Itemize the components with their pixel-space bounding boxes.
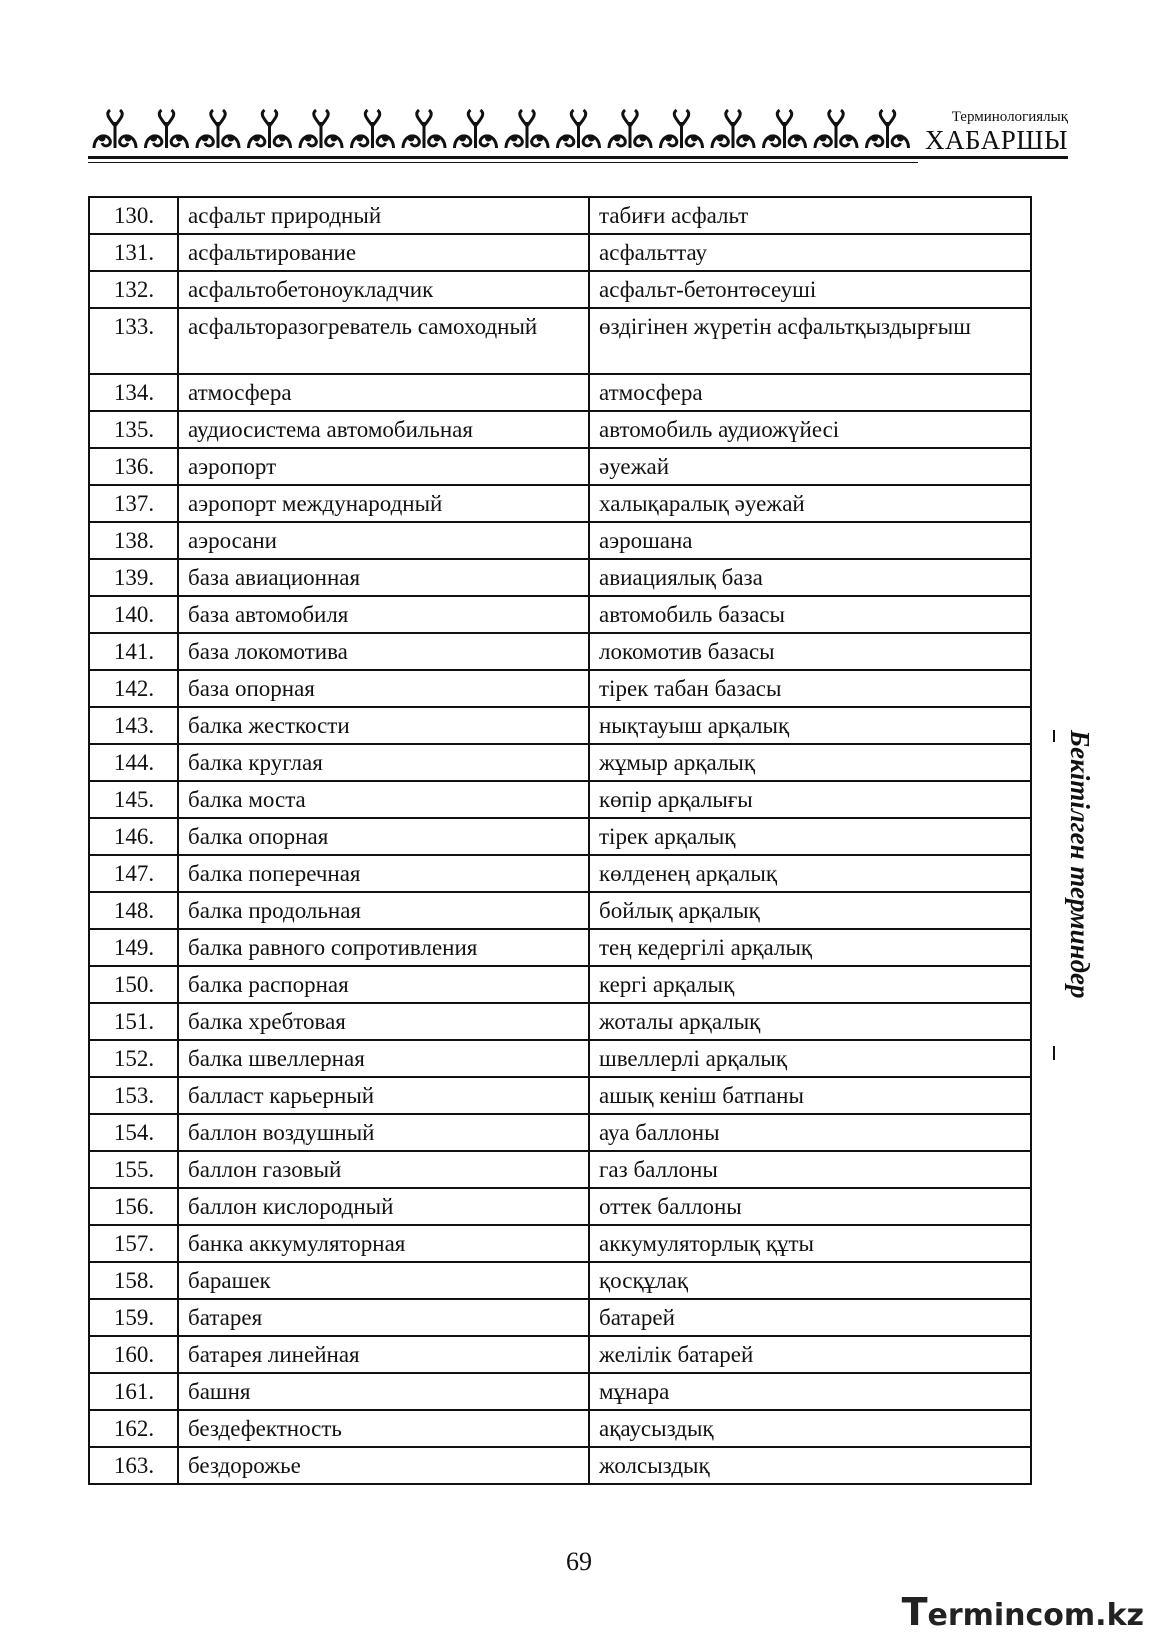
term-russian: балка жесткости [178,707,589,744]
term-russian: баллон кислородный [178,1188,589,1225]
table-row [89,559,1031,596]
term-russian: база локомотива [178,633,589,670]
term-number: 162. [89,1410,178,1447]
table-row [89,522,1031,559]
glossary-table [88,196,1032,1485]
term-kazakh: ақаусыздық [589,1410,1031,1447]
term-number: 130. [89,197,178,234]
journal-name: ХАБАРШЫ [925,125,1068,155]
term-kazakh: оттек баллоны [589,1188,1031,1225]
term-kazakh: тең кедергілі арқалық [589,929,1031,966]
table-row [89,485,1031,522]
table-row [89,1151,1031,1188]
term-russian: барашек [178,1262,589,1299]
table-row [89,855,1031,892]
ornament-motif [146,110,188,148]
term-russian: бездорожье [178,1447,589,1484]
term-number: 161. [89,1373,178,1410]
term-kazakh: авиациялық база [589,559,1031,596]
term-number: 149. [89,929,178,966]
term-number: 152. [89,1040,178,1077]
term-russian: балка швеллерная [178,1040,589,1077]
term-number: 142. [89,670,178,707]
term-russian: банка аккумуляторная [178,1225,589,1262]
ornament-motif [455,110,497,148]
term-number: 159. [89,1299,178,1336]
table-row [89,929,1031,966]
term-kazakh: нықтауыш арқалық [589,707,1031,744]
term-russian: аэропорт [178,448,589,485]
term-kazakh: желілік батарей [589,1336,1031,1373]
term-russian: балка хребтовая [178,1003,589,1040]
table-row [89,670,1031,707]
term-number: 144. [89,744,178,781]
term-kazakh: батарей [589,1299,1031,1336]
term-number: 140. [89,596,178,633]
term-russian: батарея [178,1299,589,1336]
term-kazakh: мұнара [589,1373,1031,1410]
term-number: 160. [89,1336,178,1373]
page-header [88,108,1068,168]
page-number: 69 [566,1547,592,1576]
table-row [89,1447,1031,1484]
table-row [89,707,1031,744]
term-number: 134. [89,374,178,411]
table-row [89,1336,1031,1373]
term-kazakh: ашық кеніш батпаны [589,1077,1031,1114]
table-row [89,818,1031,855]
table-row [89,1003,1031,1040]
term-number: 135. [89,411,178,448]
term-kazakh: бойлық арқалық [589,892,1031,929]
term-russian: балка продольная [178,892,589,929]
term-kazakh: жұмыр арқалық [589,744,1031,781]
term-kazakh: халықаралық әуежай [589,485,1031,522]
ornament-motif [661,110,703,148]
ornament-motif [94,110,136,148]
watermark-rest: ermincom.kz [927,1598,1144,1633]
term-kazakh: асфальт-бетонтөсеуші [589,271,1031,308]
table-row [89,1373,1031,1410]
ornament-motif [197,110,239,148]
term-kazakh: әуежай [589,448,1031,485]
term-kazakh: ауа баллоны [589,1114,1031,1151]
term-russian: атмосфера [178,374,589,411]
table-row [89,271,1031,308]
term-number: 154. [89,1114,178,1151]
term-kazakh: тірек табан базасы [589,670,1031,707]
term-number: 138. [89,522,178,559]
ornament-motif [867,110,909,148]
term-russian: база опорная [178,670,589,707]
table-row [89,633,1031,670]
term-number: 146. [89,818,178,855]
ornament-motif [352,110,394,148]
section-side-label [1035,730,1095,1060]
table-row [89,596,1031,633]
term-number: 133. [89,308,178,374]
term-russian: башня [178,1373,589,1410]
term-kazakh: автомобиль базасы [589,596,1031,633]
table-row [89,1299,1031,1336]
watermark-logo [902,1590,1144,1634]
term-russian: балка равного сопротивления [178,929,589,966]
ornament-motif [712,110,754,148]
term-russian: асфальтирование [178,234,589,271]
term-russian: балка моста [178,781,589,818]
table-row [89,1225,1031,1262]
watermark-first-letter: T [901,1590,928,1634]
term-russian: баллон газовый [178,1151,589,1188]
term-kazakh: жоталы арқалық [589,1003,1031,1040]
table-row [89,197,1031,234]
term-kazakh: швеллерлі арқалық [589,1040,1031,1077]
side-label-text: Бекітілген терминдер [1065,730,1095,999]
term-russian: балка опорная [178,818,589,855]
term-number: 132. [89,271,178,308]
ornament-motif [506,110,548,148]
term-number: 147. [89,855,178,892]
table-row [89,1188,1031,1225]
journal-title [925,110,1068,154]
table-row [89,966,1031,1003]
term-russian: аэропорт международный [178,485,589,522]
term-russian: асфальторазогреватель самоходный [178,308,589,374]
term-number: 145. [89,781,178,818]
term-number: 153. [89,1077,178,1114]
term-kazakh: көпір арқалығы [589,781,1031,818]
term-kazakh: өздігінен жүретін асфальтқыздырғыш [589,308,1031,374]
term-number: 136. [89,448,178,485]
term-number: 148. [89,892,178,929]
term-kazakh: көлденең арқалық [589,855,1031,892]
term-number: 163. [89,1447,178,1484]
ornament-motif [403,110,445,148]
term-kazakh: газ баллоны [589,1151,1031,1188]
table-row [89,411,1031,448]
ornament-motif [609,110,651,148]
table-row [89,1077,1031,1114]
term-number: 131. [89,234,178,271]
table-row [89,374,1031,411]
term-number: 137. [89,485,178,522]
term-number: 155. [89,1151,178,1188]
table-row [89,744,1031,781]
term-russian: балка распорная [178,966,589,1003]
term-kazakh: аккумуляторлық құты [589,1225,1031,1262]
ornament-motif [764,110,806,148]
term-russian: асфальтобетоноукладчик [178,271,589,308]
term-kazakh: жолсыздық [589,1447,1031,1484]
ornament-motif [300,110,342,148]
term-number: 143. [89,707,178,744]
table-row [89,1410,1031,1447]
table-row [89,781,1031,818]
term-russian: балка круглая [178,744,589,781]
side-label-rule-top [1053,730,1055,742]
term-russian: баллон воздушный [178,1114,589,1151]
table-row [89,1262,1031,1299]
term-russian: балка поперечная [178,855,589,892]
table-row [89,234,1031,271]
term-kazakh: тірек арқалық [589,818,1031,855]
term-russian: аудиосистема автомобильная [178,411,589,448]
ornament-motif [249,110,291,148]
term-russian: аэросани [178,522,589,559]
side-label-rule-bottom [1053,1046,1055,1060]
table-row [89,1040,1031,1077]
term-russian: база авиационная [178,559,589,596]
term-russian: балласт карьерный [178,1077,589,1114]
table-row [89,448,1031,485]
table-row [89,892,1031,929]
term-number: 151. [89,1003,178,1040]
header-rule-thin [88,162,918,163]
term-number: 157. [89,1225,178,1262]
term-kazakh: атмосфера [589,374,1031,411]
header-rule [88,156,1068,159]
term-kazakh: автомобиль аудиожүйесі [589,411,1031,448]
term-number: 156. [89,1188,178,1225]
term-russian: бездефектность [178,1410,589,1447]
term-kazakh: локомотив базасы [589,633,1031,670]
term-number: 139. [89,559,178,596]
ornament-motif [815,110,857,148]
term-russian: батарея линейная [178,1336,589,1373]
term-number: 158. [89,1262,178,1299]
ornament-border [88,108,918,160]
ornament-motif [558,110,600,148]
term-kazakh: қосқұлақ [589,1262,1031,1299]
term-kazakh: табиғи асфальт [589,197,1031,234]
table-row [89,1114,1031,1151]
term-kazakh: аэрошана [589,522,1031,559]
term-russian: асфальт природный [178,197,589,234]
term-number: 141. [89,633,178,670]
term-number: 150. [89,966,178,1003]
journal-subtitle: Терминологиялық [951,109,1068,125]
term-kazakh: кергі арқалық [589,966,1031,1003]
term-russian: база автомобиля [178,596,589,633]
table-row [89,308,1031,374]
term-kazakh: асфальттау [589,234,1031,271]
